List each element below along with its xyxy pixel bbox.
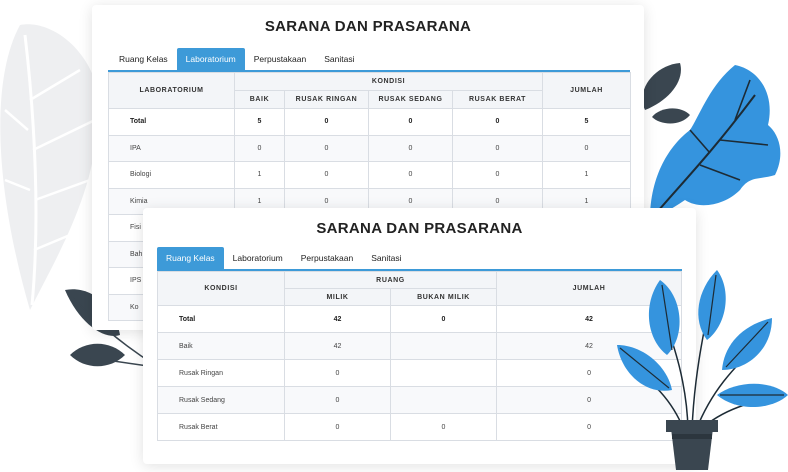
tab-perpustakaan[interactable]: Perpustakaan — [300, 253, 354, 263]
cell: 5 — [235, 109, 285, 136]
header-rusak-berat: RUSAK BERAT — [453, 91, 543, 109]
cell: 1 — [543, 188, 631, 215]
header-milik: MILIK — [285, 289, 391, 306]
cell: 0 — [453, 135, 543, 162]
cell — [391, 387, 497, 414]
cell: 42 — [497, 306, 682, 333]
header-jumlah: JUMLAH — [497, 272, 682, 306]
tab-ruang-kelas[interactable]: Ruang Kelas — [119, 54, 168, 64]
header-bukan-milik: BUKAN MILIK — [391, 289, 497, 306]
cell: 0 — [369, 162, 453, 189]
tab-ruang-kelas[interactable]: Ruang Kelas — [157, 247, 224, 269]
header-rusak-sedang: RUSAK SEDANG — [369, 91, 453, 109]
cell: 1 — [543, 162, 631, 189]
row-name: IPA — [109, 135, 235, 162]
header-baik: BAIK — [235, 91, 285, 109]
cell: 42 — [497, 333, 682, 360]
table-row — [158, 333, 682, 360]
cell — [391, 360, 497, 387]
tab-laboratorium[interactable]: Laboratorium — [177, 48, 245, 70]
row-name: Rusak Berat — [158, 414, 285, 441]
row-name: Rusak Ringan — [158, 360, 285, 387]
table-row — [158, 306, 682, 333]
row-name: Baik — [158, 333, 285, 360]
header-jumlah: JUMLAH — [543, 73, 631, 109]
row-name: Total — [109, 109, 235, 136]
tab-bar — [110, 48, 644, 70]
cell: 0 — [285, 414, 391, 441]
tab-laboratorium[interactable]: Laboratorium — [232, 253, 283, 263]
row-name: Kimia — [109, 188, 235, 215]
row-name: IPS — [109, 268, 235, 295]
cell: 42 — [285, 306, 391, 333]
cell: 5 — [543, 109, 631, 136]
cell: 0 — [453, 162, 543, 189]
cell: 1 — [235, 162, 285, 189]
cell: 0 — [285, 387, 391, 414]
blue-leaf-plant-illustration — [640, 55, 788, 220]
cell: 0 — [369, 188, 453, 215]
cell: 0 — [369, 109, 453, 136]
header-kondisi: KONDISI — [158, 272, 285, 306]
cell: 0 — [543, 135, 631, 162]
tab-sanitasi[interactable]: Sanitasi — [371, 253, 402, 263]
table-row — [158, 387, 682, 414]
table-row — [109, 109, 631, 136]
panel-title: SARANA DAN PRASARANA — [264, 18, 472, 35]
table-row — [158, 360, 682, 387]
tab-perpustakaan[interactable]: Perpustakaan — [253, 54, 307, 64]
table-row — [158, 414, 682, 441]
cell: 0 — [285, 188, 369, 215]
row-name: Rusak Sedang — [158, 387, 285, 414]
cell: 0 — [453, 109, 543, 136]
ruang-kelas-table — [157, 271, 682, 441]
header-kondisi: KONDISI — [235, 73, 543, 91]
header-laboratorium: LABORATORIUM — [109, 73, 235, 109]
table-row — [109, 162, 631, 189]
table-row — [109, 135, 631, 162]
row-name: Fisi — [109, 215, 235, 242]
cell: 0 — [285, 135, 369, 162]
cell: 0 — [285, 162, 369, 189]
cell: 0 — [497, 360, 682, 387]
header-ruang: RUANG — [285, 272, 497, 289]
row-name: Total — [158, 306, 285, 333]
cell: 0 — [391, 306, 497, 333]
cell: 42 — [285, 333, 391, 360]
cell: 1 — [235, 188, 285, 215]
row-name: Biologi — [109, 162, 235, 189]
row-name: Ko — [109, 294, 235, 321]
cell: 0 — [497, 414, 682, 441]
cell: 0 — [497, 387, 682, 414]
cell — [391, 333, 497, 360]
cell: 0 — [235, 135, 285, 162]
cell: 0 — [453, 188, 543, 215]
cell: 0 — [285, 109, 369, 136]
tab-bar — [157, 247, 696, 269]
panel-title: SARANA DAN PRASARANA — [316, 220, 523, 237]
cell: 0 — [369, 135, 453, 162]
potted-plant-illustration — [612, 270, 788, 472]
tab-sanitasi[interactable]: Sanitasi — [324, 54, 355, 64]
row-name: Bah — [109, 241, 235, 268]
cell: 0 — [391, 414, 497, 441]
cell: 0 — [285, 360, 391, 387]
header-rusak-ringan: RUSAK RINGAN — [285, 91, 369, 109]
